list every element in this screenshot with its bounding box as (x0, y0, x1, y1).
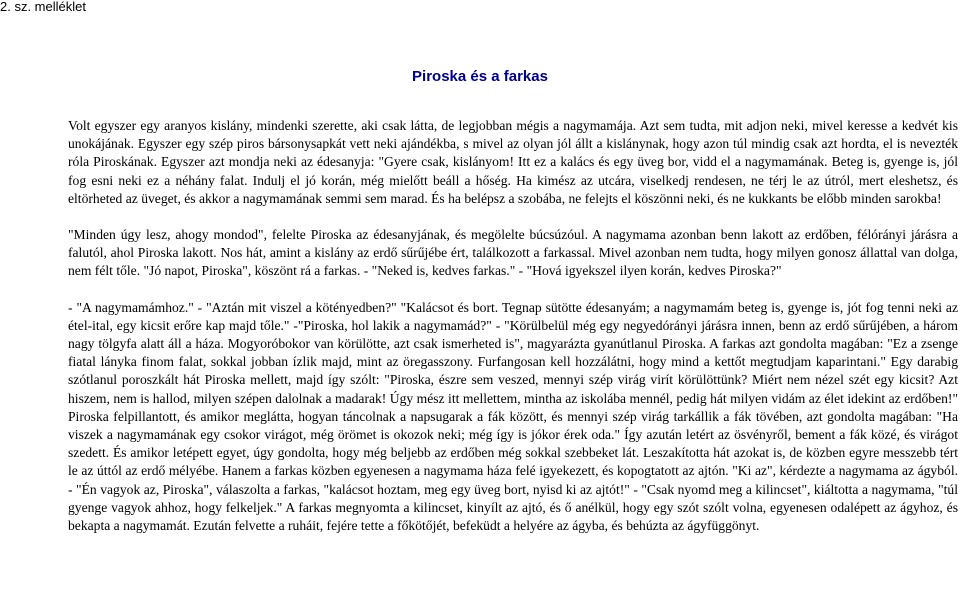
paragraph-3: - "A nagymamámhoz." - "Aztán mit viszel a kötényedben?" "Kalácsot és bort. Tegnap sütötte édesanyám; a nagymamám beteg is, gyenge is, jót fog tenni neki az étel-ital, egy kicsit erőre kap majd tőle." -"Piroska, hol lakik a nagymamád?" - "Körülbelül még egy negyedórányi járásra innen, benn az erdő sűrűjében, a három nagy tölgyfa alatt áll a háza. Mogyoróbokor van körülötte, azt csak ismerheted is", magyarázta gyanútlanul Piroska. A farkas azt gondolta magában: "Ez a zsenge fiatal lányka finom falat, sokkal jobban ízlik majd, mint az öregasszony. Furfangosan kell hozzálátni, hogy mind a kettőt megtudjam kaparintani." Egy darabig szótlanul poroszkált hát Piroska mellett, majd így szólt: "Piroska, észre sem veszed, mennyi szép virág virít körülöttünk? Miért nem nézel szét egy kicsit? Azt hiszem, nem is hallod, milyen szépen dalolnak a madarak! Úgy mész itt mellettem, mintha az iskolába mennél, pedig hát milyen vidám az élet idekint az erdőben!" Piroska felpillantott, és amikor meglátta, hogyan táncolnak a napsugarak a fák között, és mennyi szép virág tarkállik a fák tövében, azt gondolta magában: "Ha viszek a nagymamának egy csokor virágot, még örömet is okozok neki; még így is jókor érek oda." Így azután letért az ösvényről, bement a fák közé, és virágot szedett. És amikor letépett egyet, úgy gondolta, hogy még beljebb az erdőben még sokkal szebbeket lát. Leszakította hát azokat is, de közben egyre messzebb tért le az úttól az erdő mélyébe. Hanem a farkas közben egyenesen a nagymama háza felé igyekezett, és kopogtatott az ajtón. "Ki az", kérdezte a nagymama az ágyból. - "Én vagyok az, Piroska", válaszolta a farkas, "kalácsot hoztam, meg egy üveg bort, nyisd ki az ajtót!" - "Csak nyomd meg a kilincset", kiáltotta a nagymama, "túl gyenge vagyok ahhoz, hogy felkeljek." A farkas megnyomta a kilincset, kinyílt az ajtó, és ő anélkül, hogy egy szót szólt volna, egyenesen odalépett az ágyhoz, és bekapta a nagymamát. Ezután felvette a ruháit, fejére tette a főkötőjét, befeküdt a helyére az ágyba, és behúzta az ágyfüggönyt. (68, 299, 958, 534)
paragraph-2: "Minden úgy lesz, ahogy mondod", felelte Piroska az édesanyjának, és megölelte búcsúzóul. A nagymama azonban benn lakott az erdőben, félórányi járásra a falutól, ahol Piroska lakott. Nos hát, amint a kislány az erdő sűrűjébe ért, találkozott a farkassal. Mivel azonban nem tudta, hogy milyen gonosz állattal van dolga, nem félt tőle. "Jó napot, Piroska", köszönt rá a farkas. - "Neked is, kedves farkas." - "Hová igyekszel ilyen korán, kedves Piroska?" (68, 227, 958, 279)
page-header: 2. sz. melléklet (0, 0, 86, 14)
document-body (68, 117, 958, 553)
document-title: Piroska és a farkas (412, 68, 548, 85)
paragraph-1: Volt egyszer egy aranyos kislány, mindenki szerette, aki csak látta, de legjobban mégis a nagymamája. Azt sem tudta, mit adjon neki, mivel keresse a kedvét kis unokájának. Egyszer egy szép piros bársonysapkát vett neki ajándékba, s mivel az olyan jól állt a kislánynak, hogy azon túl mindig csak azt hordta, el is nevezték róla Piroskának. Egyszer azt mondja neki az édesanyja: "Gyere csak, kislányom! Itt ez a kalács és egy üveg bor, vidd el a nagymamának. Beteg is, gyenge is, jól fog esni neki ez a néhány falat. Indulj el jó korán, még mielőtt beáll a hőség. Ha kimész az utcára, viselkedj rendesen, ne térj le az útról, mert eleshetsz, és eltörheted az üveget, és akkor a nagymamának semmi sem marad. És ha belépsz a szobába, ne felejts el köszönni neki, és ne kukkants be előbb minden sarokba! (68, 118, 958, 206)
